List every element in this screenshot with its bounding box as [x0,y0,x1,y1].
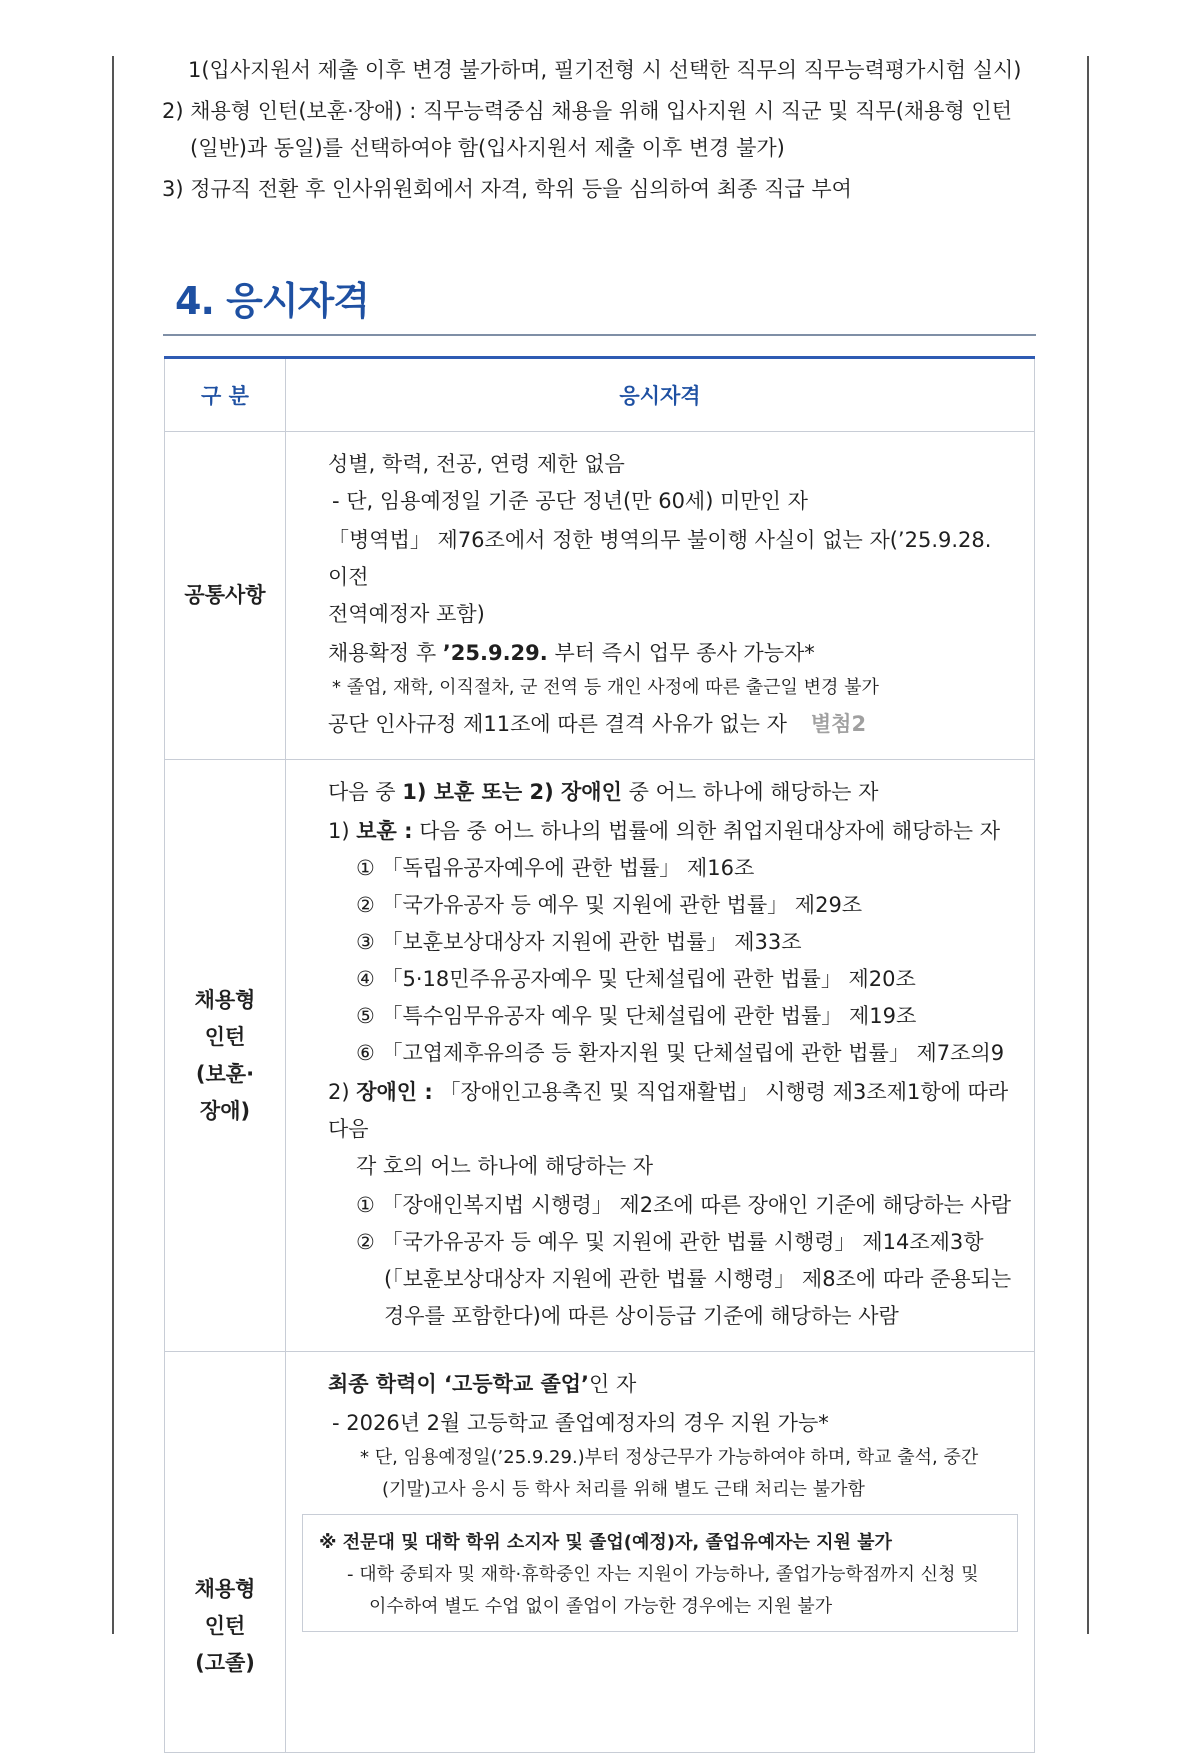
text-line: 전역예정자 포함) [328,602,485,626]
bold-text: 보훈 : [356,819,413,843]
text-line: 「병역법」 제76조에서 정한 병역의무 불이행 사실이 없는 자(’25.9.28. 이전 [328,528,992,589]
preceding-notes [162,52,1042,212]
note-line-1: 1(입사지원서 제출 이후 변경 불가하며, 필기전형 시 선택한 직무의 직무능력평가시험 실시) [188,58,1022,82]
category-common: 공통사항 [165,432,286,760]
qualification-highschool [286,1352,1035,1753]
text-span: 다음 중 어느 하나의 법률에 의한 취업지원대상자에 해당하는 자 [412,819,1001,843]
text-line [328,813,1018,850]
category-highschool [165,1352,286,1753]
category-veteran-disabled [165,760,286,1352]
text-span: 공단 인사규정 제11조에 따른 결격 사유가 없는 자 [328,712,787,736]
notice-box [302,1514,1018,1632]
text-line [328,774,1018,811]
text-span: 1) [328,819,357,843]
note-line-3: 3) 정규직 전환 후 인사위원회에서 자격, 학위 등을 심의하여 최종 직급 부여 [162,177,852,201]
text-span: (기말)고사 응시 등 학사 처리를 위해 별도 근태 처리는 불가함 [382,1479,865,1500]
law-item: ① 「장애인복지법 시행령」 제2조에 따른 장애인 기준에 해당하는 사람 [356,1193,1012,1217]
text-span: 이수하여 별도 수업 없이 졸업이 가능한 경우에는 지원 불가 [369,1596,833,1617]
category-line: 장애) [199,1098,251,1123]
category-line: (보훈· [195,1061,255,1086]
category-line: 채용형 [194,987,256,1012]
bold-date: ’25.9.29. [442,641,548,665]
law-item: ③ 「보훈보상대상자 지원에 관한 법률」 제33조 [356,930,802,954]
table-row-common [165,432,1035,760]
law-item: ⑥ 「고엽제후유의증 등 환자지원 및 단체설립에 관한 법률」 제7조의9 [356,1041,1005,1065]
text-span: 부터 즉시 업무 종사 가능자* [547,641,815,665]
header-qualification: 응시자격 [286,358,1035,432]
footnote: * 졸업, 재학, 이직절차, 군 전역 등 개인 사정에 따른 출근일 변경 불가 [332,677,879,698]
text-line: - 단, 임용예정일 기준 공단 정년(만 60세) 미만인 자 [332,489,808,513]
text-span: 2) [328,1080,357,1104]
note-line-2: 2) 채용형 인턴(보훈·장애) : 직무능력중심 채용을 위해 입사지원 시 직군 및 직무(채용형 인턴 [162,99,1012,123]
text-line [328,1366,1018,1403]
text-line [328,1074,1018,1148]
table-row-highschool [165,1352,1035,1753]
bold-text: 장애인 : [356,1080,433,1104]
text-span: 인 자 [589,1372,637,1396]
text-line: 성별, 학력, 전공, 연령 제한 없음 [328,452,625,476]
section-title: 4. 응시자격 [175,279,369,323]
bold-text: 최종 학력이 ‘고등학교 졸업’ [328,1372,590,1396]
notice-item: - 대학 중퇴자 및 재학·휴학중인 자는 지원이 가능하나, 졸업가능학점까지 신청 및 [347,1564,979,1585]
text-line [328,635,1018,672]
table-row-veteran-disabled [165,760,1035,1352]
bold-text: 1) 보훈 또는 2) 장애인 [402,780,622,804]
text-line: 각 호의 어느 하나에 해당하는 자 [356,1154,654,1178]
footnote-cont [328,1474,1018,1506]
text-span: 중 어느 하나에 해당하는 자 [621,780,879,804]
law-item-cont: 경우를 포함한다)에 따른 상이등급 기준에 해당하는 사람 [384,1304,899,1328]
notice-heading: ※ 전문대 및 대학 학위 소지자 및 졸업(예정)자, 졸업유예자는 지원 불가 [319,1532,892,1553]
text-span: 채용확정 후 [328,641,443,665]
category-line: (고졸) [195,1651,255,1675]
text-span: 「장애인고용촉진 및 직업재활법」 시행령 제3조제1항에 따라 다음 [328,1080,1009,1141]
text-line: - 2026년 2월 고등학교 졸업예정자의 경우 지원 가능* [332,1411,829,1435]
notice-item-cont [319,1591,1001,1623]
section-title-rule [163,334,1036,336]
footnote: * 단, 임용예정일(’25.9.29.)부터 정상근무가 가능하여야 하며, 학교 출석, 중간 [360,1447,979,1468]
attachment-tag: 별첨2 [810,712,867,736]
table-header-row [165,358,1035,432]
note-line-2-cont: (일반)과 동일)를 선택하여야 함(입사지원서 제출 이후 변경 불가) [190,136,785,160]
qualification-common [286,432,1035,760]
text-line [328,706,1018,743]
law-item: ② 「국가유공자 등 예우 및 지원에 관한 법률 시행령」 제14조제3항 [356,1230,984,1254]
qualification-table [164,356,1035,1753]
law-item: ② 「국가유공자 등 예우 및 지원에 관한 법률」 제29조 [356,893,863,917]
category-line: 인턴 [204,1024,246,1049]
law-item: ⑤ 「특수임무유공자 예우 및 단체설립에 관한 법률」 제19조 [356,1004,917,1028]
law-item-cont: (「보훈보상대상자 지원에 관한 법률 시행령」 제8조에 따라 준용되는 [384,1267,1012,1291]
qualification-veteran-disabled [286,760,1035,1352]
law-item: ④ 「5·18민주유공자예우 및 단체설립에 관한 법률」 제20조 [356,967,916,991]
law-item: ① 「독립유공자예우에 관한 법률」 제16조 [356,856,755,880]
category-line: 채용형 [194,1577,256,1601]
header-category: 구 분 [165,358,286,432]
text-span: 다음 중 [328,780,403,804]
category-line: 인턴 [204,1614,246,1638]
